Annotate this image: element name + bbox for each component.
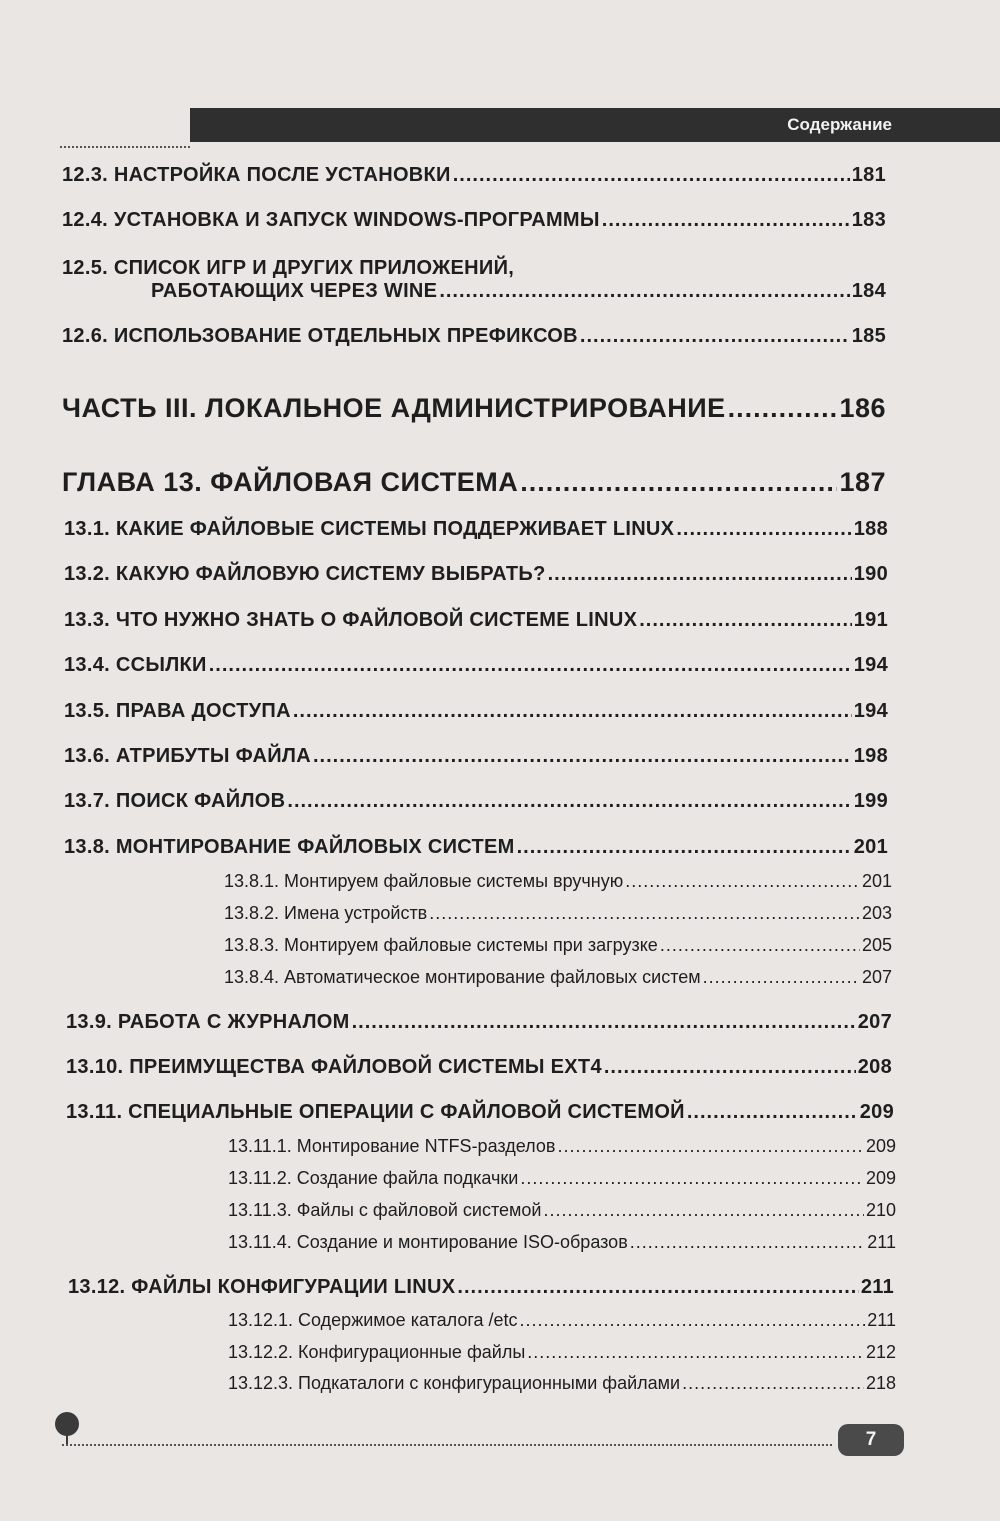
- toc-entry-13-8[interactable]: 13.8. МОНТИРОВАНИЕ ФАЙЛОВЫХ СИСТЕМ ..... 201: [64, 836, 888, 859]
- toc-entry-13-12-2[interactable]: 13.12.2. Конфигурационные файлы ..... 212: [228, 1342, 896, 1363]
- toc-entry-13-6[interactable]: 13.6. АТРИБУТЫ ФАЙЛА ..... 198: [64, 745, 888, 768]
- toc-entry-12-6[interactable]: 12.6. ИСПОЛЬЗОВАНИЕ ОТДЕЛЬНЫХ ПРЕФИКСОВ ..... 185: [62, 325, 886, 348]
- header-title: Содержание: [787, 115, 892, 134]
- toc-entry-13-3[interactable]: 13.3. ЧТО НУЖНО ЗНАТЬ О ФАЙЛОВОЙ СИСТЕМЕ LINUX ..... 191: [64, 609, 888, 632]
- toc-entry-13-12-1[interactable]: 13.12.1. Содержимое каталога /etc ..... 211: [228, 1310, 896, 1331]
- toc-entry-12-5[interactable]: РАБОТАЮЩИХ ЧЕРЕЗ WINE ..... 184: [151, 280, 886, 303]
- toc-entry-13-8-4[interactable]: 13.8.4. Автоматическое монтирование файловых систем ..... 207: [224, 967, 892, 988]
- toc-entry-13-1[interactable]: 13.1. КАКИЕ ФАЙЛОВЫЕ СИСТЕМЫ ПОДДЕРЖИВАЕТ LINUX ..... 188: [64, 518, 888, 541]
- toc-part-3[interactable]: ЧАСТЬ III. ЛОКАЛЬНОЕ АДМИНИСТРИРОВАНИЕ ..... 186: [62, 393, 886, 424]
- toc-entry-13-5[interactable]: 13.5. ПРАВА ДОСТУПА ..... 194: [64, 700, 888, 723]
- page-number-badge: 7: [838, 1424, 904, 1456]
- toc-entry-13-2[interactable]: 13.2. КАКУЮ ФАЙЛОВУЮ СИСТЕМУ ВЫБРАТЬ? ..... 190: [64, 563, 888, 586]
- toc-entry-13-12[interactable]: 13.12. ФАЙЛЫ КОНФИГУРАЦИИ LINUX ..... 211: [68, 1276, 894, 1299]
- toc-entry-13-11-2[interactable]: 13.11.2. Создание файла подкачки ..... 209: [228, 1168, 896, 1189]
- header-divider: [60, 146, 190, 148]
- toc-entry-12-3[interactable]: 12.3. НАСТРОЙКА ПОСЛЕ УСТАНОВКИ ..... 181: [62, 164, 886, 187]
- toc-entry-13-11-3[interactable]: 13.11.3. Файлы с файловой системой ..... 210: [228, 1200, 896, 1221]
- toc-entry-13-11[interactable]: 13.11. СПЕЦИАЛЬНЫЕ ОПЕРАЦИИ С ФАЙЛОВОЙ СИСТЕМОЙ ..... 209: [66, 1101, 894, 1124]
- toc-entry-12-5-line1[interactable]: 12.5. СПИСОК ИГР И ДРУГИХ ПРИЛОЖЕНИЙ,: [62, 257, 515, 279]
- toc-entry-13-10[interactable]: 13.10. ПРЕИМУЩЕСТВА ФАЙЛОВОЙ СИСТЕМЫ EXT4 ..... 208: [66, 1056, 892, 1079]
- toc-entry-13-11-4[interactable]: 13.11.4. Создание и монтирование ISO-образов ..... 211: [228, 1232, 896, 1253]
- toc-entry-13-11-1[interactable]: 13.11.1. Монтирование NTFS-разделов ..... 209: [228, 1136, 896, 1157]
- toc-entry-13-12-3[interactable]: 13.12.3. Подкаталоги с конфигурационными файлами ..... 218: [228, 1373, 896, 1394]
- toc-entry-13-8-2[interactable]: 13.8.2. Имена устройств ..... 203: [224, 903, 892, 924]
- toc-entry-13-9[interactable]: 13.9. РАБОТА С ЖУРНАЛОМ ..... 207: [66, 1011, 892, 1034]
- toc-entry-13-8-3[interactable]: 13.8.3. Монтируем файловые системы при загрузке ..... 205: [224, 935, 892, 956]
- footer-bullet-icon: [55, 1412, 79, 1436]
- toc-entry-13-8-1[interactable]: 13.8.1. Монтируем файловые системы вручную ..... 201: [224, 871, 892, 892]
- toc-entry-13-7[interactable]: 13.7. ПОИСК ФАЙЛОВ ..... 199: [64, 790, 888, 813]
- toc-chapter-13[interactable]: ГЛАВА 13. ФАЙЛОВАЯ СИСТЕМА ..... 187: [62, 467, 886, 498]
- toc-entry-13-4[interactable]: 13.4. ССЫЛКИ ..... 194: [64, 654, 888, 677]
- footer-divider: [62, 1444, 832, 1446]
- toc-entry-12-4[interactable]: 12.4. УСТАНОВКА И ЗАПУСК WINDOWS-ПРОГРАММЫ ..... 183: [62, 209, 886, 232]
- running-header: [190, 108, 1000, 142]
